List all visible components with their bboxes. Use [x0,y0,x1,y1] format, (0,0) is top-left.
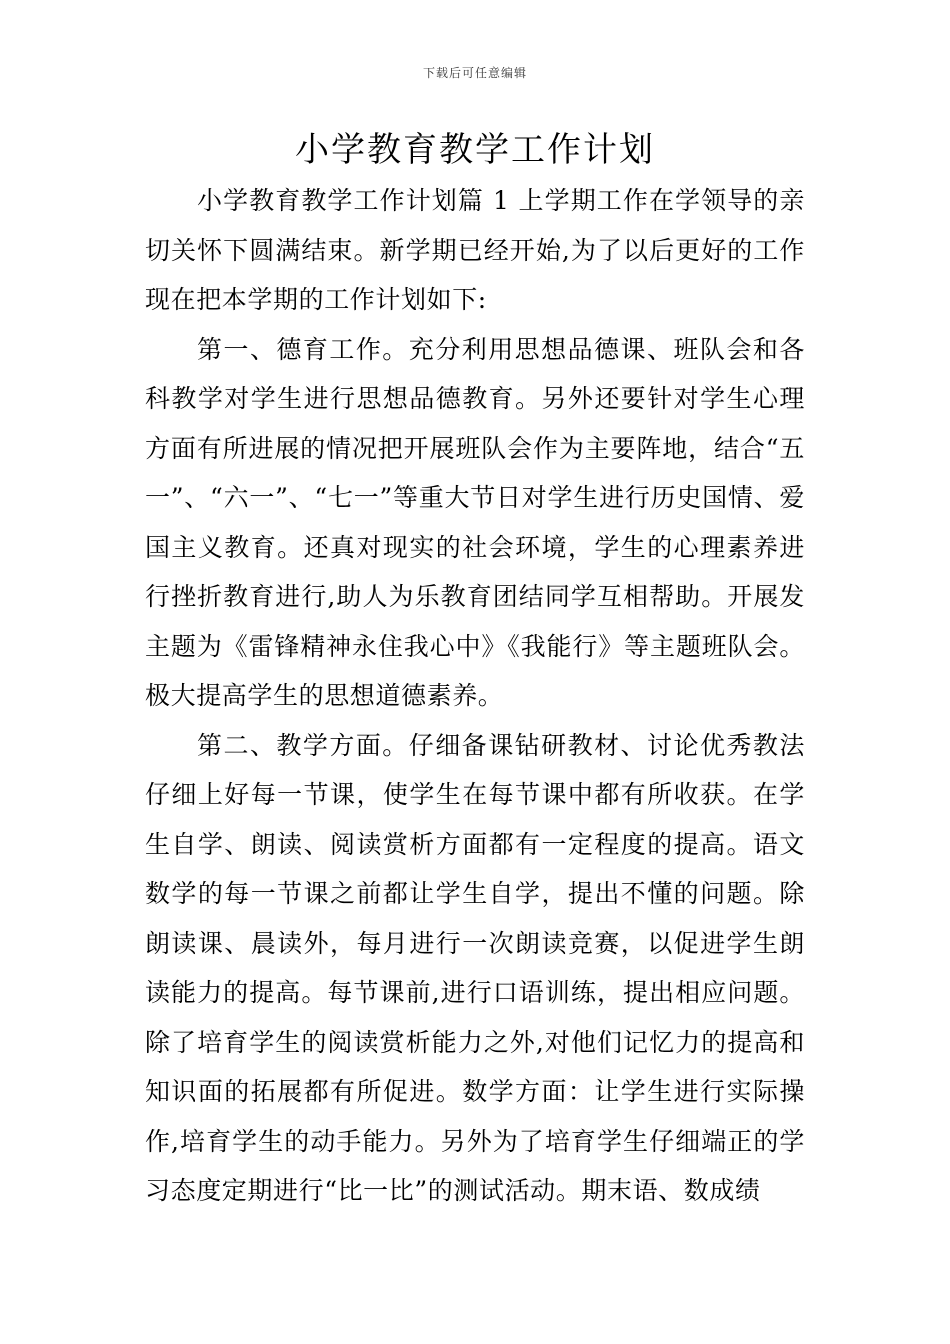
paragraph-intro: 小学教育教学工作计划篇 1 上学期工作在学领导的亲切关怀下圆满结束。新学期已经开始,为了以后更好的工作现在把本学期的工作计划如下: [145,186,805,314]
paragraph-teaching: 第二、教学方面。仔细备课钻研教材、讨论优秀教法仔细上好每一节课，使学生在每节课中都有所收获。在学生自学、朗读、阅读赏析方面都有一定程度的提高。语文数学的每一节课之前都让学生自学，提出不懂的问题。除朗读课、晨读外，每月进行一次朗读竞赛，以促进学生朗读能力的提高。每节课前,进行口语训练，提出相应问题。除了培育学生的阅读赏析能力之外,对他们记忆力的提高和知识面的拓展都有所促进。数学方面：让学生进行实际操作,培育学生的动手能力。另外为了培育学生仔细端正的学习态度定期进行“比一比”的测试活动。期末语、数成绩 [145,730,805,1205]
header-note: 下载后可任意编辑 [422,66,527,80]
document-title: 小学教育教学工作计划 [295,130,655,170]
document-body [145,176,805,1216]
paragraph-moral-education: 第一、德育工作。充分利用思想品德课、班队会和各科教学对学生进行思想品德教育。另外还要针对学生心理方面有所进展的情况把开展班队会作为主要阵地，结合“五一”、“六一”、“七一”等重大节日对学生进行历史国情、爱国主义教育。还真对现实的社会环境，学生的心理素养进行挫折教育进行,助人为乐教育团结同学互相帮助。开展发主题为《雷锋精神永住我心中》《我能行》等主题班队会。极大提高学生的思想道德素养。 [145,334,805,710]
